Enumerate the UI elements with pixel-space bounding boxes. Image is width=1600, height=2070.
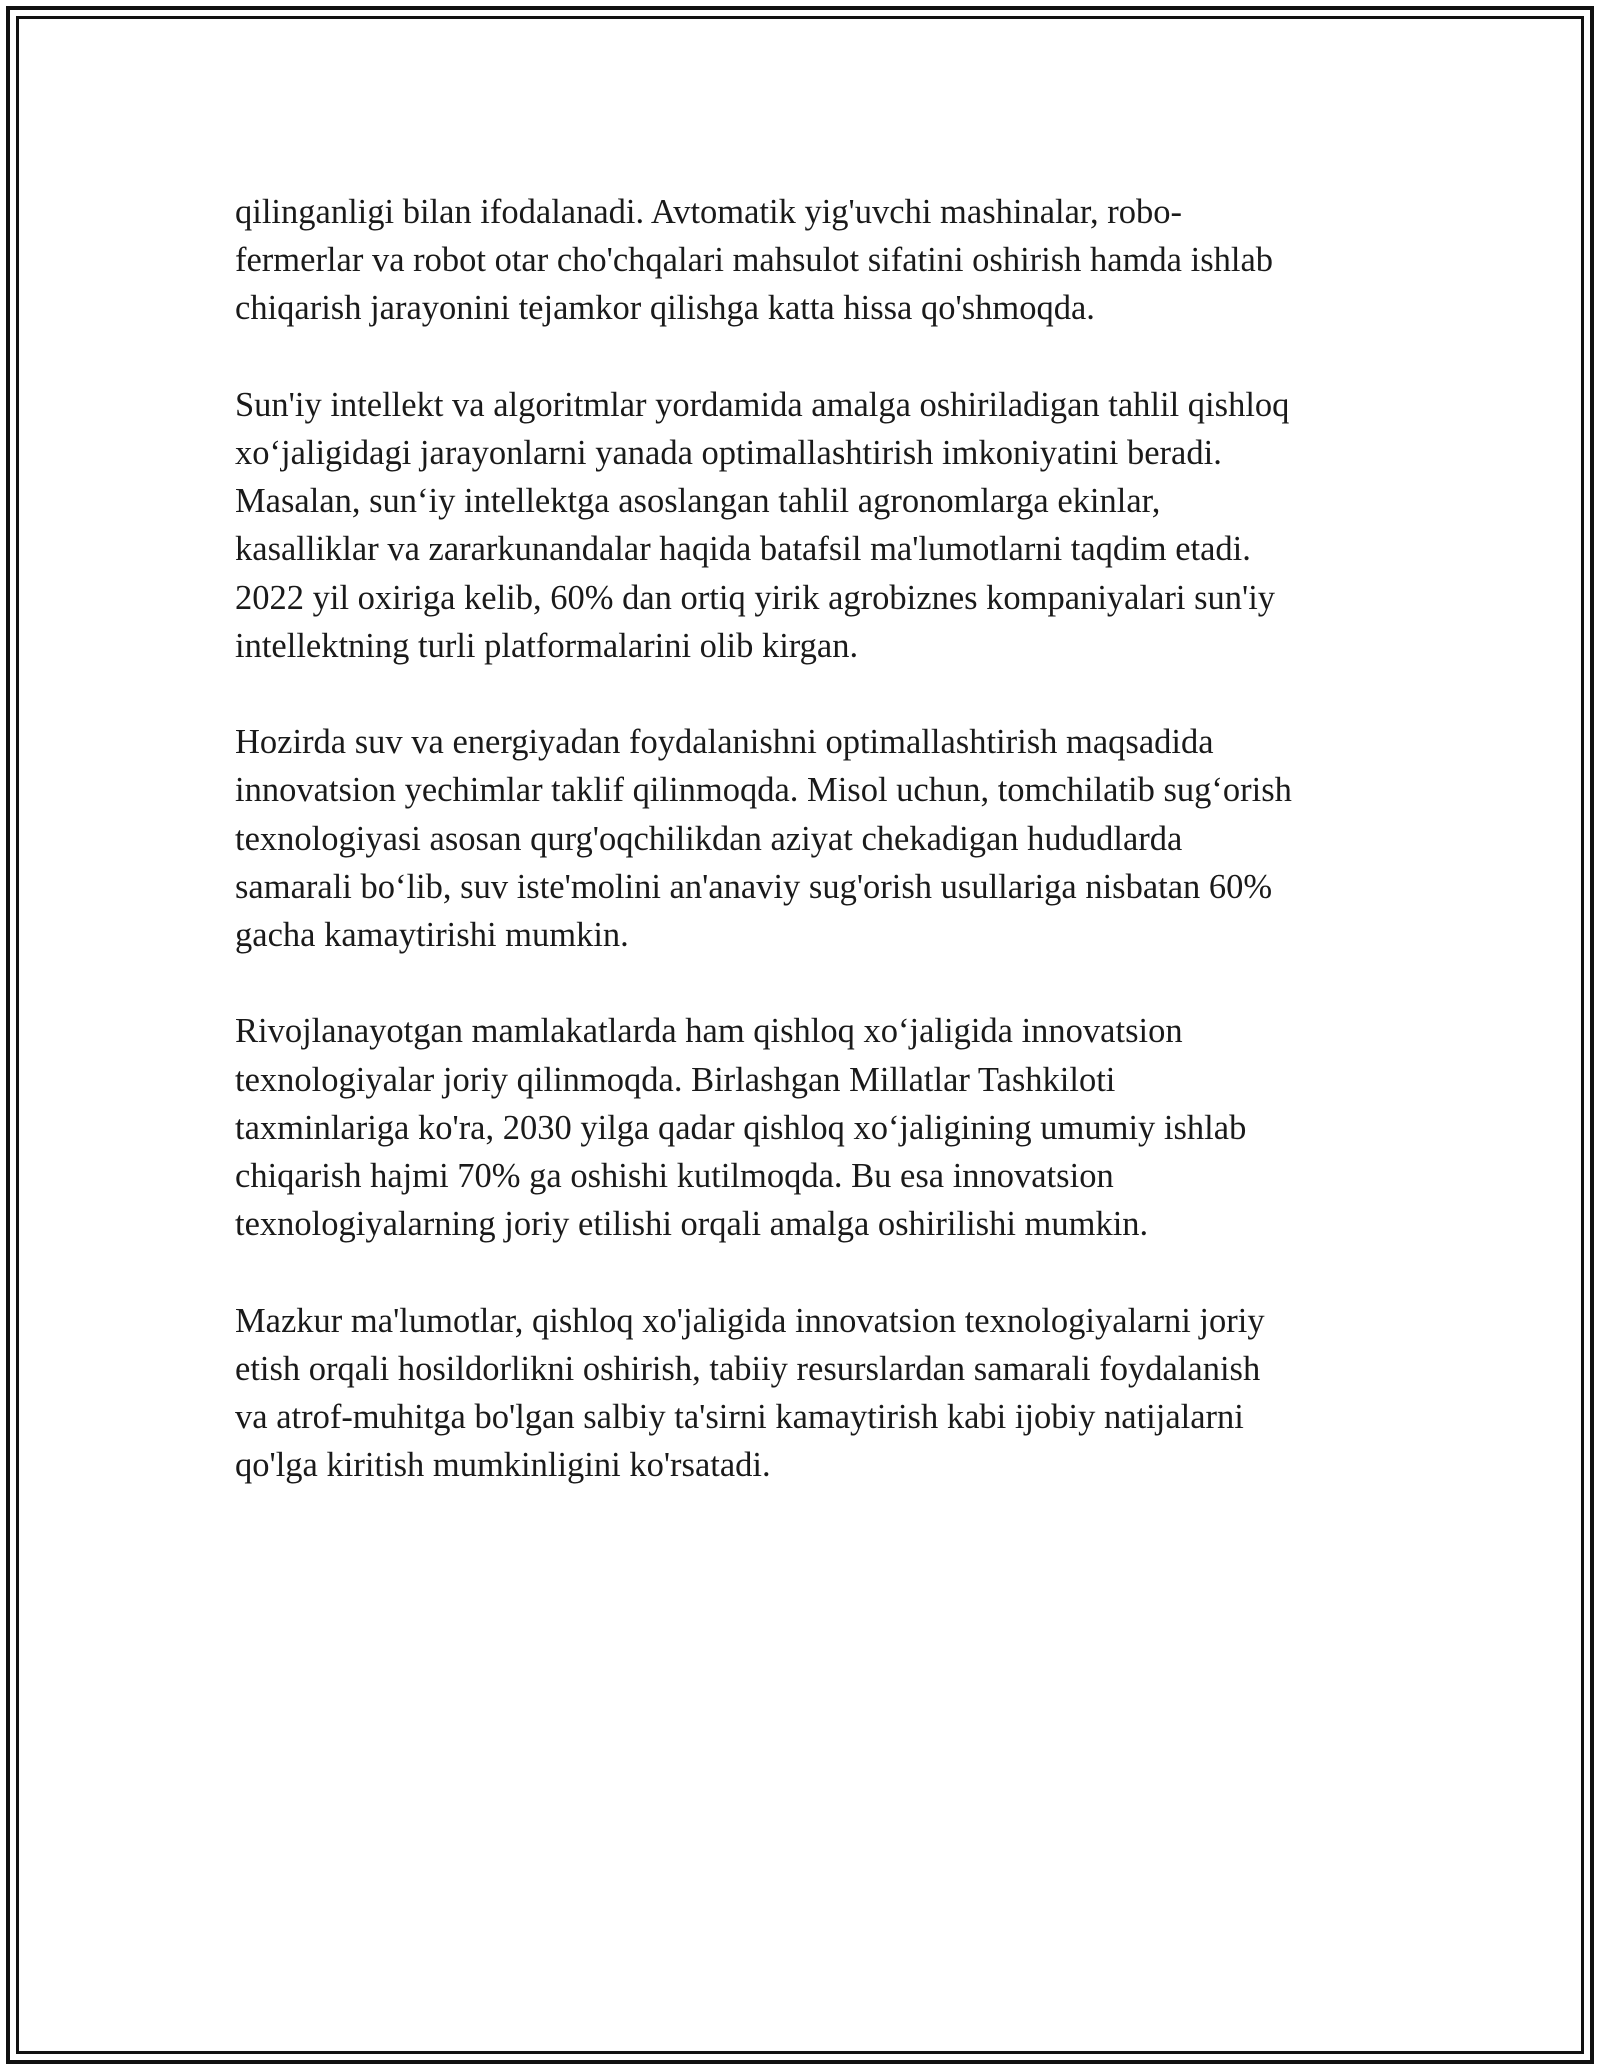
paragraph-3	[235, 718, 1365, 959]
text-line: intellektning turli platformalarini olib kirgan.	[235, 626, 859, 665]
text-line: Sun'iy intellekt va algoritmlar yordamida amalga oshiriladigan tahlil qishloq	[235, 385, 1290, 424]
paragraph-2	[235, 381, 1365, 670]
text-line: qo'lga kiritish mumkinligini ko'rsatadi.	[235, 1446, 771, 1485]
text-line: innovatsion yechimlar taklif qilinmoqda. Misol uchun, tomchilatib sug‘orish	[235, 771, 1292, 810]
text-line: texnologiyalarning joriy etilishi orqali amalga oshirilishi mumkin.	[235, 1205, 1149, 1244]
text-line: xo‘jaligidagi jarayonlarni yanada optimallashtirish imkoniyatini beradi.	[235, 434, 1222, 472]
text-line: samarali bo‘lib, suv iste'molini an'anaviy sug'orish usullariga nisbatan 60%	[235, 867, 1273, 906]
document-body	[235, 188, 1365, 1538]
text-line: Hozirda suv va energiyadan foydalanishni optimallashtirish maqsadida	[235, 723, 1214, 762]
text-line: va atrof-muhitga bo'lgan salbiy ta'sirni kamaytirish kabi ijobiy natijalarni	[235, 1398, 1244, 1437]
text-line: texnologiyalar joriy qilinmoqda. Birlashgan Millatlar Tashkiloti	[235, 1060, 1116, 1099]
text-line: texnologiyasi asosan qurg'oqchilikdan aziyat chekadigan hududlarda	[235, 819, 1183, 858]
paragraph-5	[235, 1297, 1365, 1490]
text-line: taxminlariga ko'ra, 2030 yilga qadar qishloq xo‘jaligining umumiy ishlab	[235, 1108, 1247, 1147]
text-line: Masalan, sun‘iy intellektga asoslangan tahlil agronomlarga ekinlar,	[235, 482, 1161, 521]
text-line: gacha kamaytirishi mumkin.	[235, 916, 629, 955]
text-line: etish orqali hosildorlikni oshirish, tabiiy resurslardan samarali foydalanish	[235, 1349, 1261, 1388]
text-line: qilinganligi bilan ifodalanadi. Avtomatik yig'uvchi mashinalar, robo-	[235, 193, 1182, 231]
text-line: chiqarish hajmi 70% ga oshishi kutilmoqda. Bu esa innovatsion	[235, 1157, 1114, 1196]
text-line: 2022 yil oxiriga kelib, 60% dan ortiq yirik agrobiznes kompaniyalari sun'iy	[235, 578, 1276, 617]
text-line: Mazkur ma'lumotlar, qishloq xo'jaligida innovatsion texnologiyalarni joriy	[235, 1301, 1265, 1340]
text-line: fermerlar va robot otar cho'chqalari mahsulot sifatini oshirish hamda ishlab	[235, 241, 1274, 280]
text-line: Rivojlanayotgan mamlakatlarda ham qishloq xo‘jaligida innovatsion	[235, 1012, 1183, 1051]
paragraph-4	[235, 1007, 1365, 1248]
paragraph-1	[235, 188, 1365, 333]
text-line: kasalliklar va zararkunandalar haqida batafsil ma'lumotlarni taqdim etadi.	[235, 530, 1251, 569]
text-line: chiqarish jarayonini tejamkor qilishga katta hissa qo'shmoqda.	[235, 289, 1095, 328]
